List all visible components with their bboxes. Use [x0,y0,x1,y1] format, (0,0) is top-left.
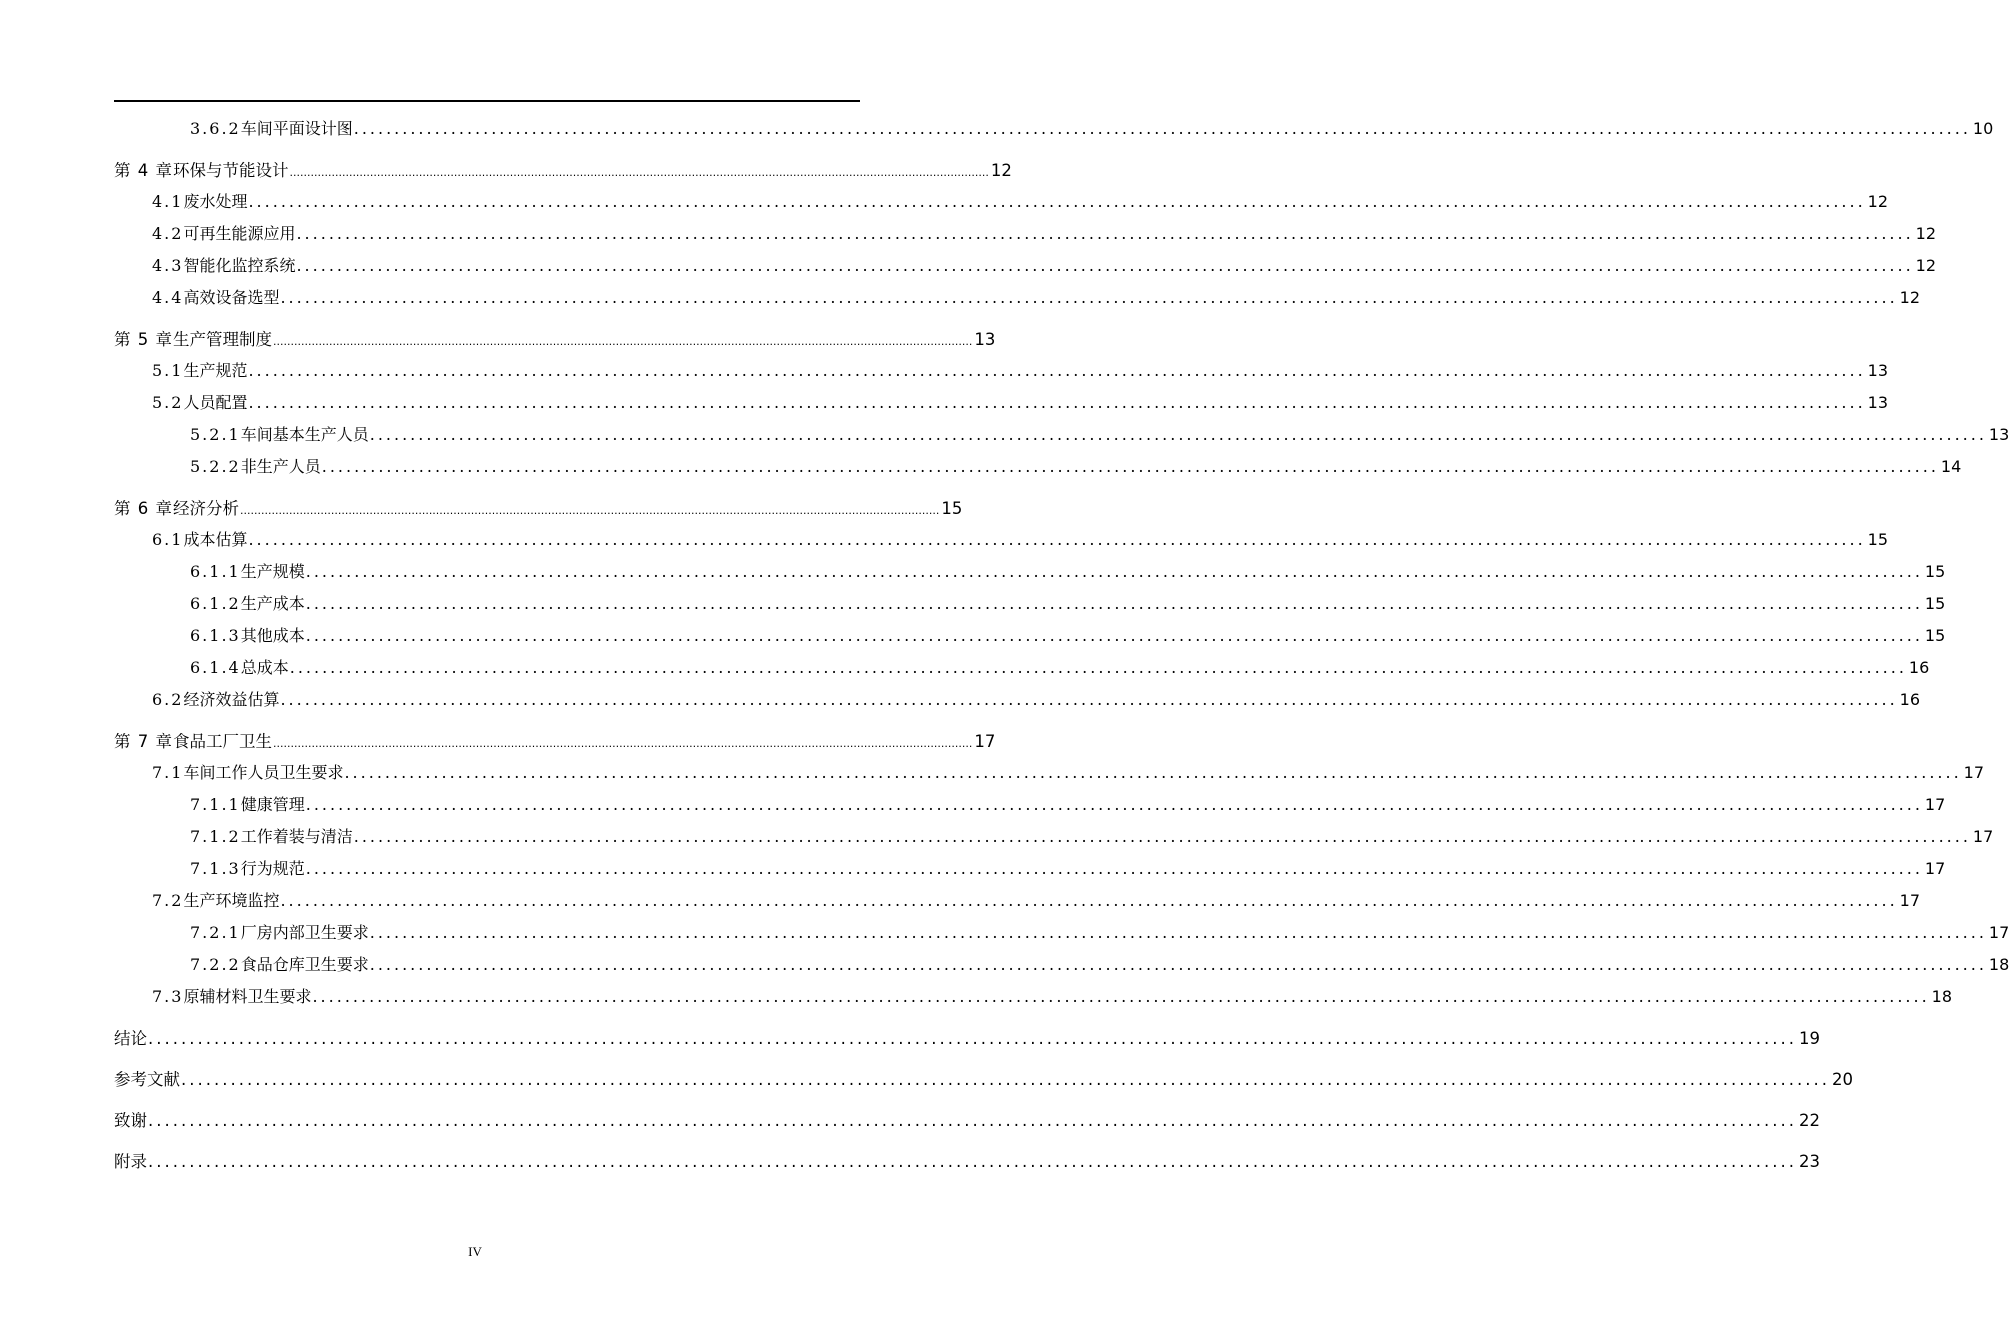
dot-leader: ........................................................................................................................................................................................................ [305,594,1923,613]
toc-entry[interactable] [114,687,1921,719]
toc-entry-number: 4.1 [152,192,184,211]
toc-entry-page: 10 [1972,119,1994,138]
toc-entry-title: 健康管理 [240,795,305,814]
toc-entry-number: 4.2 [152,224,184,243]
toc-entry-number: 5.2 [152,393,184,412]
dot-leader: ........................................................................................................................................................................................................ [305,626,1923,645]
dot-leader: ........................................................................................................................................................................................................ [305,795,1923,814]
toc-entry[interactable] [114,1066,1853,1098]
toc-entry-title: 非生产人员 [240,457,321,476]
toc-entry-title: 高效设备选型 [183,288,280,307]
toc-entry-number: 第 5 章 [114,330,173,349]
dot-leader: ........................................................................................................................................................................................................ [312,987,1930,1006]
toc-entry[interactable] [114,952,2009,984]
dot-leader: ........................................................................................................................................................................................................ [289,658,1907,677]
toc-entry-number: 6.1.3 [190,626,241,645]
toc-entry[interactable] [114,1025,1820,1057]
dot-leader: ........................................................................................................................................................................................................ [280,288,1898,307]
toc-entry-title: 参考文献 [114,1070,180,1089]
toc-entry[interactable] [114,221,1937,253]
toc-entry-title: 环保与节能设计 [173,161,289,180]
toc-entry-number: 6.1.2 [190,594,241,613]
toc-entry-number: 5.1 [152,361,184,380]
header-rule [114,100,860,102]
toc-entry-title: 附录 [114,1152,147,1171]
toc-entry[interactable] [114,591,1946,623]
toc-entry-title: 车间工作人员卫生要求 [183,763,344,782]
toc-entry-title: 车间平面设计图 [240,119,353,138]
toc-entry-page: 20 [1831,1070,1853,1089]
toc-entry-number: 6.1.4 [190,658,241,677]
dot-leader: ........................................................................................................................................................................................................ [280,891,1898,910]
toc-entry[interactable] [114,920,2009,952]
dot-leader: ........................................................................................................................................................................................................ [248,393,1866,412]
toc-entry[interactable] [114,792,1946,824]
dot-leader: ........................................................................................................................................................................................................ [289,166,989,179]
toc-entry-page: 17 [1899,891,1921,910]
dot-leader: ........................................................................................................................................................................................................ [296,256,1914,275]
toc-entry-page: 16 [1908,658,1930,677]
toc-entry-title: 生产成本 [240,594,305,613]
toc-entry-page: 19 [1798,1029,1820,1048]
toc-entry[interactable] [114,527,1889,559]
toc-entry-title: 行为规范 [240,859,305,878]
toc-entry-number: 7.1.3 [190,859,241,878]
toc-entry[interactable] [114,623,1946,655]
toc-entry-page: 17 [1972,827,1994,846]
toc-entry-number: 第 4 章 [114,161,173,180]
toc-entry[interactable] [114,984,1953,1016]
toc-entry[interactable] [114,856,1946,888]
toc-entry-page: 12 [990,161,1012,180]
toc-entry-page: 13 [1867,393,1889,412]
toc-entry-number: 5.2.2 [190,457,241,476]
toc-entry-page: 13 [974,330,996,349]
toc-entry-title: 车间基本生产人员 [240,425,369,444]
toc-entry-page: 17 [1988,923,2009,942]
dot-leader: ........................................................................................................................................................................................................ [148,1111,1797,1130]
toc-entry-title: 工作着装与清洁 [240,827,353,846]
dot-leader: ........................................................................................................................................................................................................ [353,119,1971,138]
toc-entry-number: 6.1.1 [190,562,241,581]
toc-entry-title: 结论 [114,1029,147,1048]
toc-entry-page: 13 [1867,361,1889,380]
toc-entry-page: 17 [1924,859,1946,878]
toc-entry-title: 生产环境监控 [183,891,280,910]
toc-entry-title: 原辅材料卫生要求 [183,987,312,1006]
toc-entry-page: 12 [1867,192,1889,211]
page-number-footer: IV [468,1244,482,1259]
dot-leader: ........................................................................................................................................................................................................ [248,530,1866,549]
toc-entry-number: 7.3 [152,987,184,1006]
toc-entry-title: 废水处理 [183,192,248,211]
toc-entry[interactable] [114,390,1889,422]
toc-entry-page: 23 [1798,1152,1820,1171]
toc-entry-title: 厂房内部卫生要求 [240,923,369,942]
dot-leader: ........................................................................................................................................................................................................ [148,1152,1797,1171]
toc-entry[interactable] [114,559,1946,591]
toc-entry[interactable] [114,285,1921,317]
toc-entry-title: 致谢 [114,1111,147,1130]
toc-entry[interactable] [114,655,1930,687]
toc-entry-title: 人员配置 [183,393,248,412]
toc-entry-page: 15 [941,499,963,518]
toc-entry[interactable] [114,1107,1820,1139]
dot-leader: ........................................................................................................................................................................................................ [305,562,1923,581]
dot-leader: ........................................................................................................................................................................................................ [369,923,1987,942]
toc-entry-title: 经济分析 [173,499,239,518]
toc-entry-title: 可再生能源应用 [183,224,296,243]
toc-entry-page: 18 [1988,955,2009,974]
toc-entry-page: 18 [1931,987,1953,1006]
toc-entry-title: 食品仓库卫生要求 [240,955,369,974]
toc-entry[interactable] [114,157,1012,189]
dot-leader: ........................................................................................................................................................................................................ [353,827,1971,846]
toc-entry[interactable] [114,728,996,760]
toc-entry-number: 3.6.2 [190,119,241,138]
toc-entry-number: 第 6 章 [114,499,173,518]
toc-entry-number: 第 7 章 [114,732,173,751]
toc-entry-number: 7.2.1 [190,923,241,942]
dot-leader: ........................................................................................................................................................................................................ [296,224,1914,243]
dot-leader: ........................................................................................................................................................................................................ [248,361,1866,380]
toc-entry-title: 总成本 [240,658,289,677]
toc-entry[interactable] [114,358,1889,390]
dot-leader: ........................................................................................................................................................................................................ [248,192,1866,211]
toc-entry-number: 7.1.2 [190,827,241,846]
toc-entry-number: 5.2.1 [190,425,241,444]
toc-entry-page: 12 [1899,288,1921,307]
toc-entry-title: 生产管理制度 [173,330,272,349]
table-of-contents [114,116,2009,1180]
toc-entry-page: 17 [1924,795,1946,814]
dot-leader: ........................................................................................................................................................................................................ [321,457,1939,476]
dot-leader: ........................................................................................................................................................................................................ [181,1070,1830,1089]
toc-entry-title: 生产规模 [240,562,305,581]
dot-leader: ........................................................................................................................................................................................................ [240,504,940,517]
toc-entry-page: 15 [1867,530,1889,549]
dot-leader: ........................................................................................................................................................................................................ [148,1029,1797,1048]
toc-entry[interactable] [114,253,1937,285]
toc-entry[interactable] [114,116,1994,148]
toc-entry-page: 12 [1915,224,1937,243]
dot-leader: ........................................................................................................................................................................................................ [273,737,973,750]
toc-entry-page: 15 [1924,594,1946,613]
toc-entry-page: 22 [1798,1111,1820,1130]
toc-entry-page: 13 [1988,425,2009,444]
toc-entry-page: 17 [1963,763,1985,782]
toc-entry[interactable] [114,760,1985,792]
toc-entry-title: 智能化监控系统 [183,256,296,275]
toc-entry-title: 成本估算 [183,530,248,549]
dot-leader: ........................................................................................................................................................................................................ [369,955,1987,974]
toc-entry-number: 4.3 [152,256,184,275]
toc-entry[interactable] [114,326,996,358]
dot-leader: ........................................................................................................................................................................................................ [280,690,1898,709]
dot-leader: ........................................................................................................................................................................................................ [344,763,1962,782]
dot-leader: ........................................................................................................................................................................................................ [369,425,1987,444]
toc-entry-page: 16 [1899,690,1921,709]
toc-entry-title: 食品工厂卫生 [173,732,272,751]
toc-entry-number: 7.2.2 [190,955,241,974]
toc-entry[interactable] [114,888,1921,920]
toc-entry-number: 7.1.1 [190,795,241,814]
toc-entry-number: 4.4 [152,288,184,307]
toc-entry[interactable] [114,454,1962,486]
toc-entry[interactable] [114,1148,1820,1180]
dot-leader: ........................................................................................................................................................................................................ [305,859,1923,878]
toc-entry-number: 7.1 [152,763,184,782]
toc-entry-title: 其他成本 [240,626,305,645]
toc-entry-page: 12 [1915,256,1937,275]
toc-entry-number: 7.2 [152,891,184,910]
toc-entry-page: 15 [1924,626,1946,645]
toc-entry-page: 15 [1924,562,1946,581]
toc-entry-number: 6.2 [152,690,184,709]
toc-entry-number: 6.1 [152,530,184,549]
toc-entry-title: 经济效益估算 [183,690,280,709]
toc-entry[interactable] [114,189,1889,221]
toc-entry[interactable] [114,824,1994,856]
toc-entry-page: 17 [974,732,996,751]
toc-entry-page: 14 [1940,457,1962,476]
toc-entry[interactable] [114,422,2009,454]
dot-leader: ........................................................................................................................................................................................................ [273,335,973,348]
toc-entry[interactable] [114,495,963,527]
toc-entry-title: 生产规范 [183,361,248,380]
